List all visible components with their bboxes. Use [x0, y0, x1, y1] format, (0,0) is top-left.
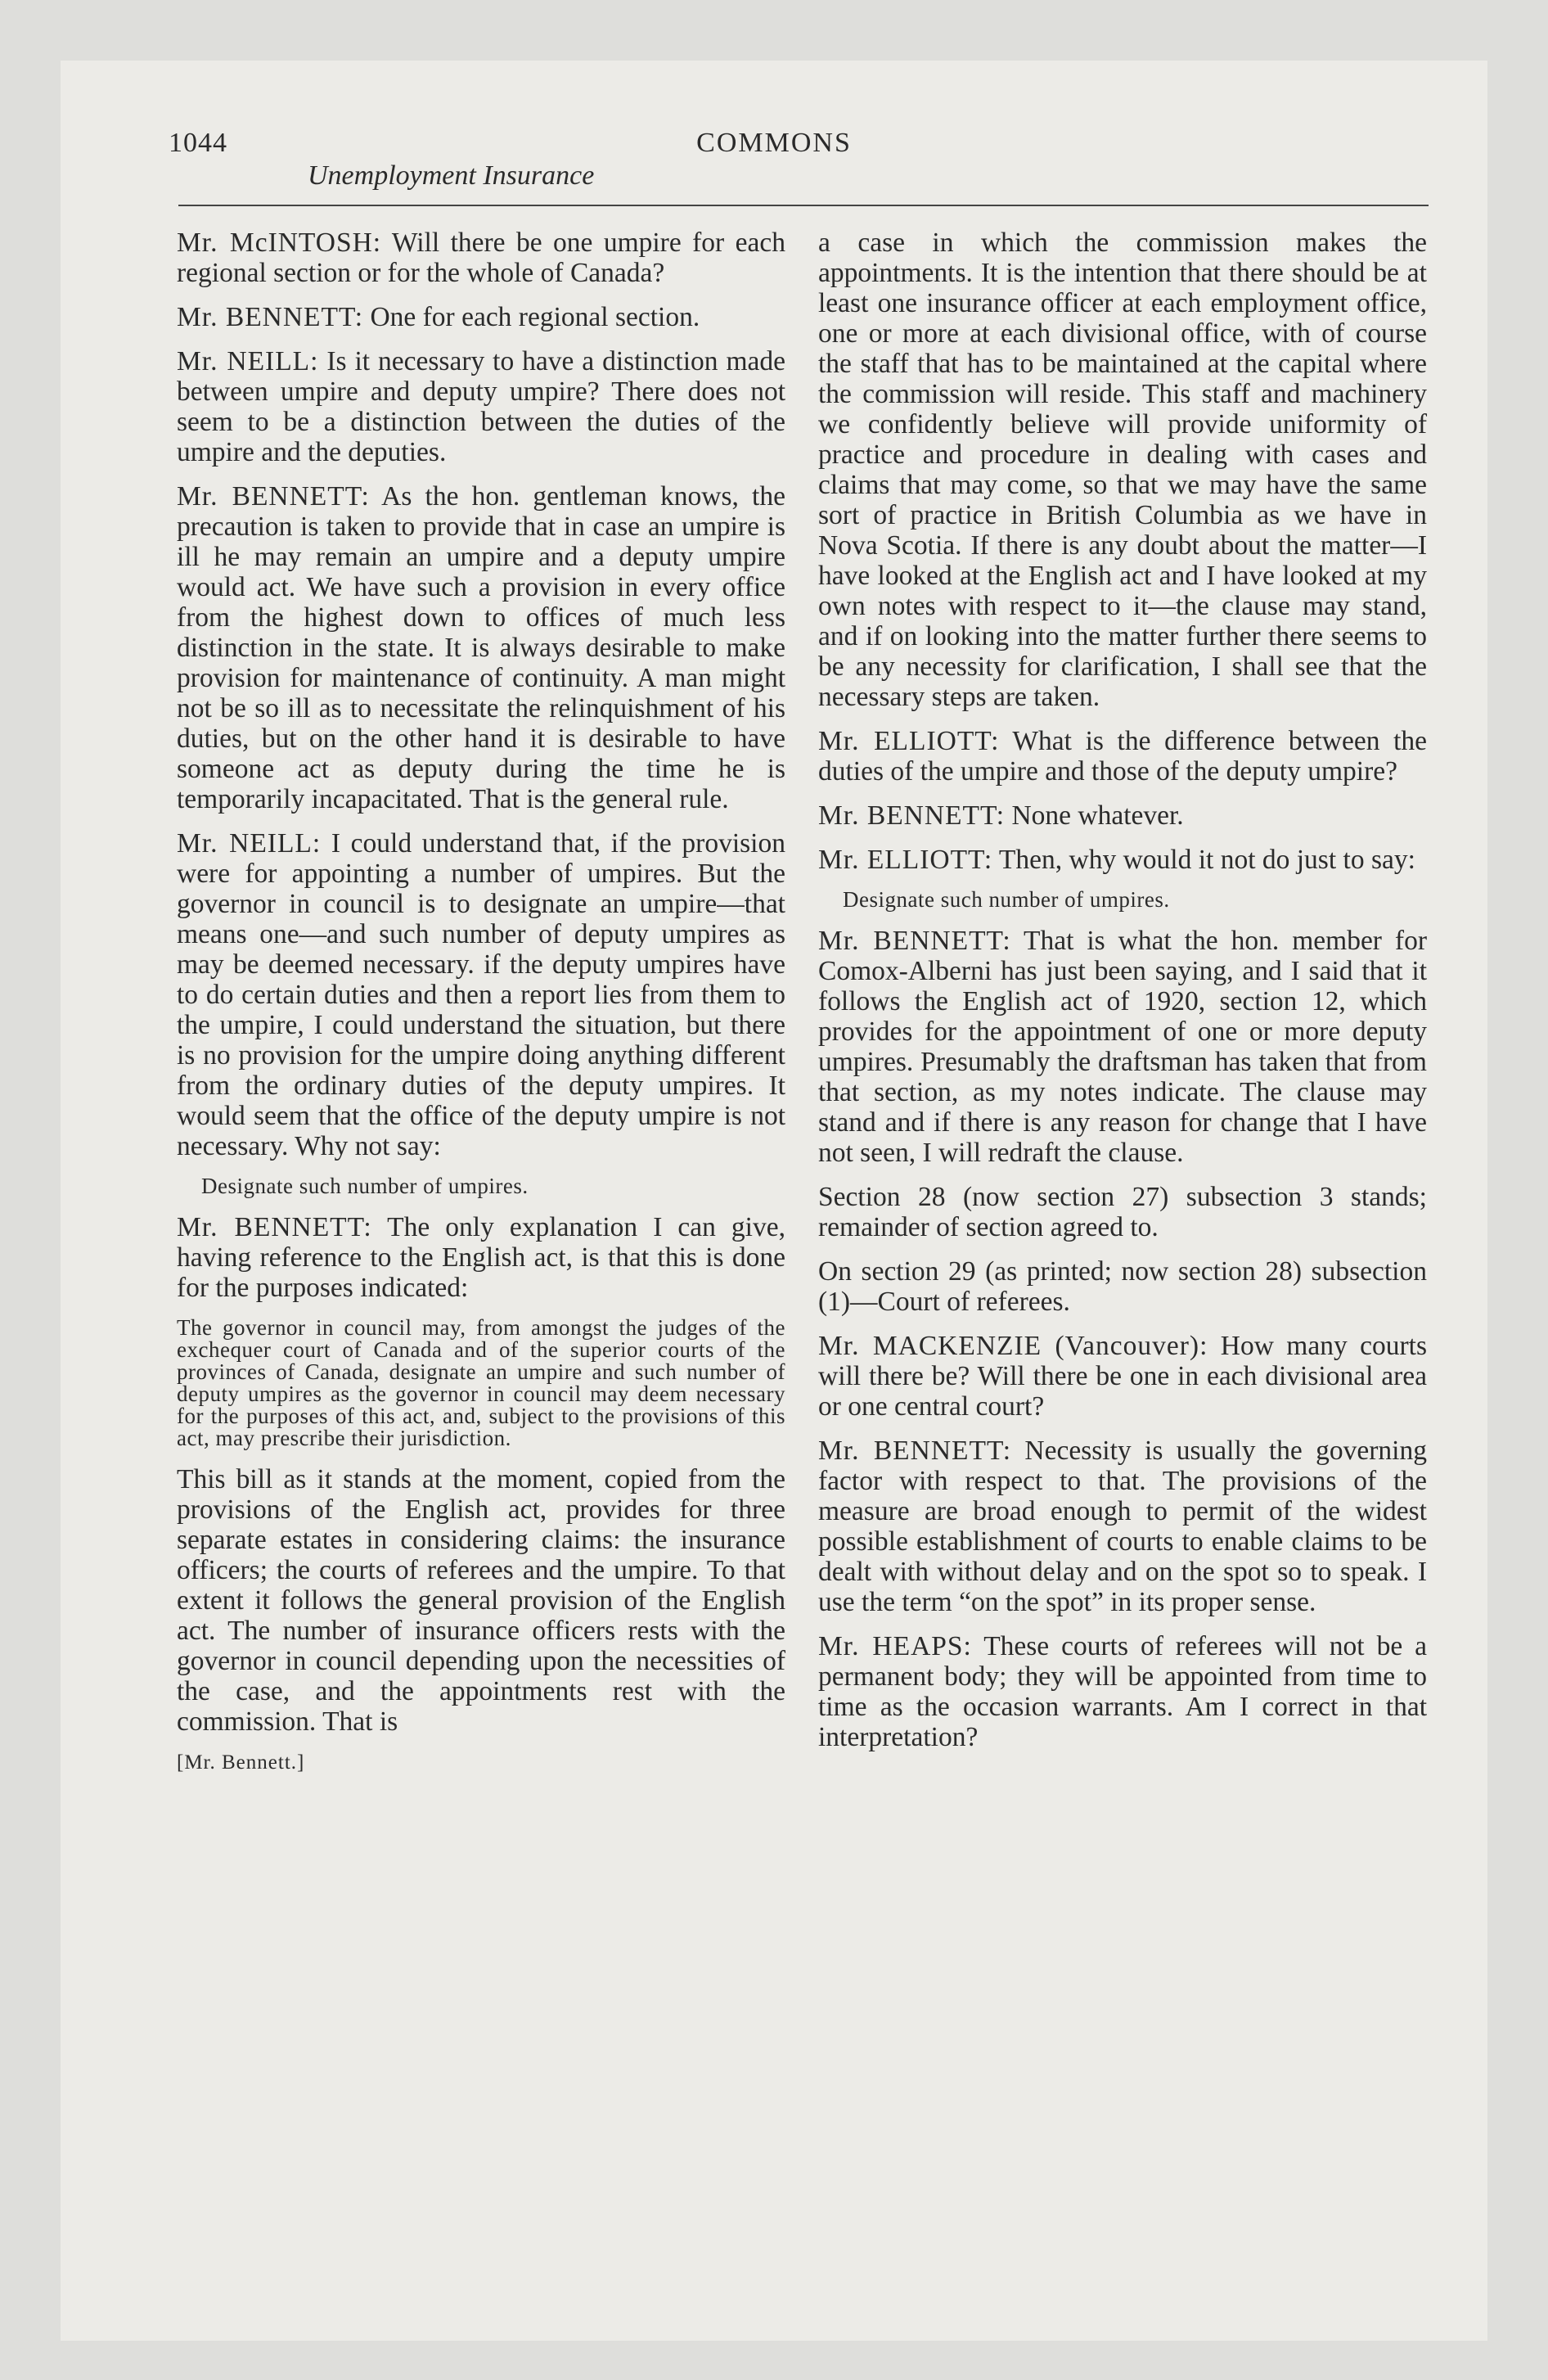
paragraph-text: That is what the hon. member for Comox-Alberni has just been saying, and I said that it follows the English act of 1920, section 12, which provides for the appointment of one or more deputy umpires. Presumably the draftsman has taken that from that section, as my notes indicate. The clause may stand and if there is any reason for change that I have not seen, I will redraft the clause.	[818, 926, 1427, 1168]
paragraph	[177, 1464, 785, 1737]
block-quote: Designate such number of umpires.	[843, 887, 1170, 912]
speaker-name: Mr. NEILL:	[177, 346, 319, 376]
paragraph	[177, 1212, 785, 1303]
paragraph-text: This bill as it stands at the moment, copied from the provisions of the English act, provides for three separate estates in considering claims: the insurance officers; the courts of referees and the umpire. To that extent it follows the general provision of the English act. The number of insurance officers rests with the governor in council depending upon the necessities of the case, and the appointments rest with the commission. That is	[177, 1464, 785, 1737]
speaker-name: Mr. BENNETT:	[177, 1212, 372, 1242]
paragraph	[818, 845, 1427, 875]
paragraph-text: On section 29 (as printed; now section 28) subsection (1)—Court of referees.	[818, 1256, 1427, 1317]
paragraph-text: Necessity is usually the governing factor with respect to that. The provisions of the measure are broad enough to permit of the widest possible establishment of courts to enable claims to be dealt with without delay and on the spot so to speak. I use the term “on the spot” in its proper sense.	[818, 1436, 1427, 1617]
speaker-name: Mr. ELLIOTT:	[818, 845, 993, 875]
speaker-name: Mr. BENNETT:	[818, 926, 1011, 956]
paragraph-text: Will there be one umpire for each regional section or for the whole of Canada?	[177, 228, 785, 288]
paragraph	[818, 1436, 1427, 1617]
speaker-name: Mr. BENNETT:	[818, 1436, 1012, 1466]
paragraph	[177, 228, 785, 288]
running-head-title: COMMONS	[696, 128, 852, 158]
speaker-name: Mr. ELLIOTT:	[818, 726, 1000, 756]
paragraph	[818, 1182, 1427, 1242]
paragraph-text: What is the difference between the duties of the umpire and those of the deputy umpire?	[818, 726, 1427, 787]
paragraph-text: As the hon. gentleman knows, the precaution is taken to provide that in case an umpire is ill he may remain an umpire and a deputy umpire would act. We have such a provision in every office from the highest down to offices of much less distinction in the state. It is always desirable to make provision for maintenance of continuity. A man might not be so ill as to necessitate the relinquishment of his duties, but on the other hand it is desirable to have someone act as deputy during the time he is temporarily incapacitated. That is the general rule.	[177, 481, 785, 814]
left-column	[177, 228, 785, 1778]
paragraph	[818, 800, 1427, 831]
paragraph	[177, 346, 785, 467]
paragraph-text: a case in which the commission makes the appointments. It is the intention that there should be at least one insurance officer at each employment office, one or more at each divisional office, with of course the staff that has to be maintained at the capital where the commission will reside. This staff and machinery we confidently believe will provide uniformity of practice and procedure in dealing with cases and claims that may come, so that we may have the same sort of practice in British Columbia as we have in Nova Scotia. If there is any doubt about the matter—I have looked at the English act and I have looked at my own notes with respect to it—the clause may stand, and if on looking into the matter further there seems to be any necessity for clarification, I shall see that the necessary steps are taken.	[818, 228, 1427, 712]
speaker-footer-reference: [Mr. Bennett.]	[177, 1751, 305, 1774]
paragraph-text: Section 28 (now section 27) subsection 3 stands; remainder of section agreed to.	[818, 1182, 1427, 1242]
paragraph	[177, 481, 785, 814]
speaker-name: Mr. BENNETT:	[818, 800, 1006, 831]
speaker-name: Mr. HEAPS:	[818, 1631, 972, 1661]
block-quote: The governor in council may, from amongst the judges of the exchequer court of Canada and of the superior courts of the provinces of Canada, designate an umpire and such number of deputy umpires as the governor in council may deem necessary for the purposes of this act, and, subject to the provisions of this act, may prescribe their jurisdiction.	[177, 1315, 785, 1450]
paragraph	[818, 1331, 1427, 1422]
speaker-name: Mr. McINTOSH:	[177, 228, 382, 258]
paragraph	[818, 726, 1427, 787]
paragraph	[818, 228, 1427, 712]
paragraph-text: How many courts will there be? Will there be one in each divisional area or one central court?	[818, 1331, 1427, 1422]
header-rule	[178, 205, 1429, 206]
paragraph	[177, 302, 785, 332]
page-number: 1044	[169, 128, 227, 158]
speaker-name: Mr. BENNETT:	[177, 302, 364, 332]
paragraph-text: None whatever.	[1005, 800, 1184, 831]
paragraph-text: These courts of referees will not be a permanent body; they will be appointed from time to time as the occasion warrants. Am I correct in that interpretation?	[818, 1631, 1428, 1752]
speaker-name: Mr. BENNETT:	[177, 481, 370, 512]
speaker-name: Mr. NEILL:	[177, 828, 322, 859]
speaker-name: Mr. MACKENZIE (Vancouver):	[818, 1331, 1208, 1361]
paragraph-text: I could understand that, if the provision were for appointing a number of umpires. But the governor in council is to designate an umpire—that means one—and such number of deputy umpires as may be deemed necessary. if the deputy umpires have to do certain duties and then a report lies from them to the umpire, I could understand the situation, but there is no provision for the umpire doing anything different from the ordinary duties of the deputy umpires. It would seem that the office of the deputy umpire is not necessary. Why not say:	[177, 828, 785, 1161]
running-head-subtitle: Unemployment Insurance	[308, 160, 595, 191]
block-quote: Designate such number of umpires.	[201, 1174, 529, 1198]
paragraph	[818, 1256, 1427, 1317]
paragraph-text: One for each regional section.	[363, 302, 700, 332]
paragraph	[177, 828, 785, 1161]
paragraph-text: Is it necessary to have a distinction made between umpire and deputy umpire? There does not seem to be a distinction between the duties of the umpire and the deputies.	[177, 346, 786, 467]
right-column	[818, 228, 1427, 1766]
paragraph	[818, 926, 1427, 1168]
paragraph-text: Then, why would it not do just to say:	[992, 845, 1415, 875]
paragraph-text: The only explanation I can give, having reference to the English act, is that this is done for the purposes indicated:	[177, 1212, 785, 1303]
paragraph	[818, 1631, 1427, 1752]
